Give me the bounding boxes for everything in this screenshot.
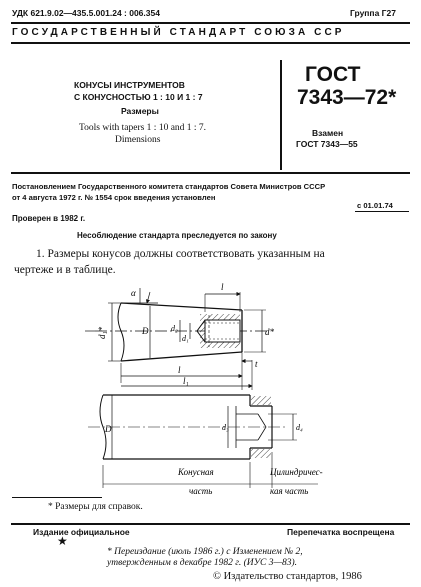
title-ru-sub: Размеры: [121, 106, 159, 116]
replace-value: ГОСТ 7343—55: [296, 139, 358, 149]
footer-rule: [11, 523, 410, 525]
paragraph-1-line1: 1. Размеры конусов должны соответствовать указанным на: [36, 248, 325, 260]
label-l: l: [178, 365, 181, 375]
decree-date: с 01.01.74: [357, 201, 393, 210]
title-ru-line1: КОНУСЫ ИНСТРУМЕНТОВ: [74, 80, 185, 90]
copyright: © Издательство стандартов, 1986: [213, 571, 362, 582]
label-cyl-part-1: Цилиндричес-: [270, 467, 323, 477]
decree-line1: Постановлением Государственного комитета стандартов Совета Министров СССР: [12, 182, 326, 191]
official-edition: Издание официальное: [33, 527, 130, 537]
checked-year: Проверен в 1982 г.: [12, 214, 86, 223]
label-d-star: d*: [265, 327, 274, 337]
label-D-bottom: D: [105, 424, 112, 434]
group-code: Группа Г27: [350, 8, 396, 18]
paragraph-1-line2: чертеже и в таблице.: [14, 264, 116, 276]
label-cyl-part-2: кая часть: [270, 486, 309, 496]
law-notice: Несоблюдение стандарта преследуется по закону: [77, 231, 277, 240]
gost-number-line2: 7343—72*: [297, 86, 397, 109]
label-cone-part-1: Конусная: [178, 467, 214, 477]
label-d3: d₃: [222, 423, 229, 432]
label-d1: d₁: [182, 334, 189, 343]
label-l1: l₁: [183, 376, 189, 386]
title-en-line1: Tools with tapers 1 : 10 and 1 : 7.: [79, 123, 207, 133]
reprint-prohibited: Перепечатка воспрещена: [287, 527, 395, 537]
label-D: D: [142, 326, 149, 336]
label-l-top: l: [221, 282, 224, 292]
title-en-line2: Dimensions: [115, 135, 161, 145]
label-d1-star: d₁*: [97, 326, 107, 339]
title-ru-line2: С КОНУСНОСТЬЮ 1 : 10 И 1 : 7: [74, 92, 203, 102]
replace-label: Взамен: [312, 128, 344, 138]
footnote: * Размеры для справок.: [48, 502, 143, 512]
reissue-line2: утвержденным в декабре 1982 г. (ИУС 3—83).: [107, 558, 297, 568]
star-mark: ★: [57, 534, 68, 548]
label-d2: d₂: [171, 324, 178, 333]
label-alpha: α: [131, 288, 136, 298]
label-cone-part-2: часть: [189, 486, 213, 496]
footnote-rule: [12, 497, 102, 498]
gost-number-line1: ГОСТ: [305, 63, 361, 86]
label-d4: d₄: [296, 423, 303, 432]
label-t: t: [255, 359, 258, 369]
udk-code: УДК 621.9.02—435.5.001.24 : 006.354: [12, 8, 160, 18]
reissue-line1: * Переиздание (июль 1986 г.) с Изменением № 2,: [107, 547, 303, 557]
decree-line2: от 4 августа 1972 г. № 1554 срок введения установлен: [12, 193, 216, 202]
standard-line: ГОСУДАРСТВЕННЫЙ СТАНДАРТ СОЮЗА ССР: [12, 27, 345, 38]
